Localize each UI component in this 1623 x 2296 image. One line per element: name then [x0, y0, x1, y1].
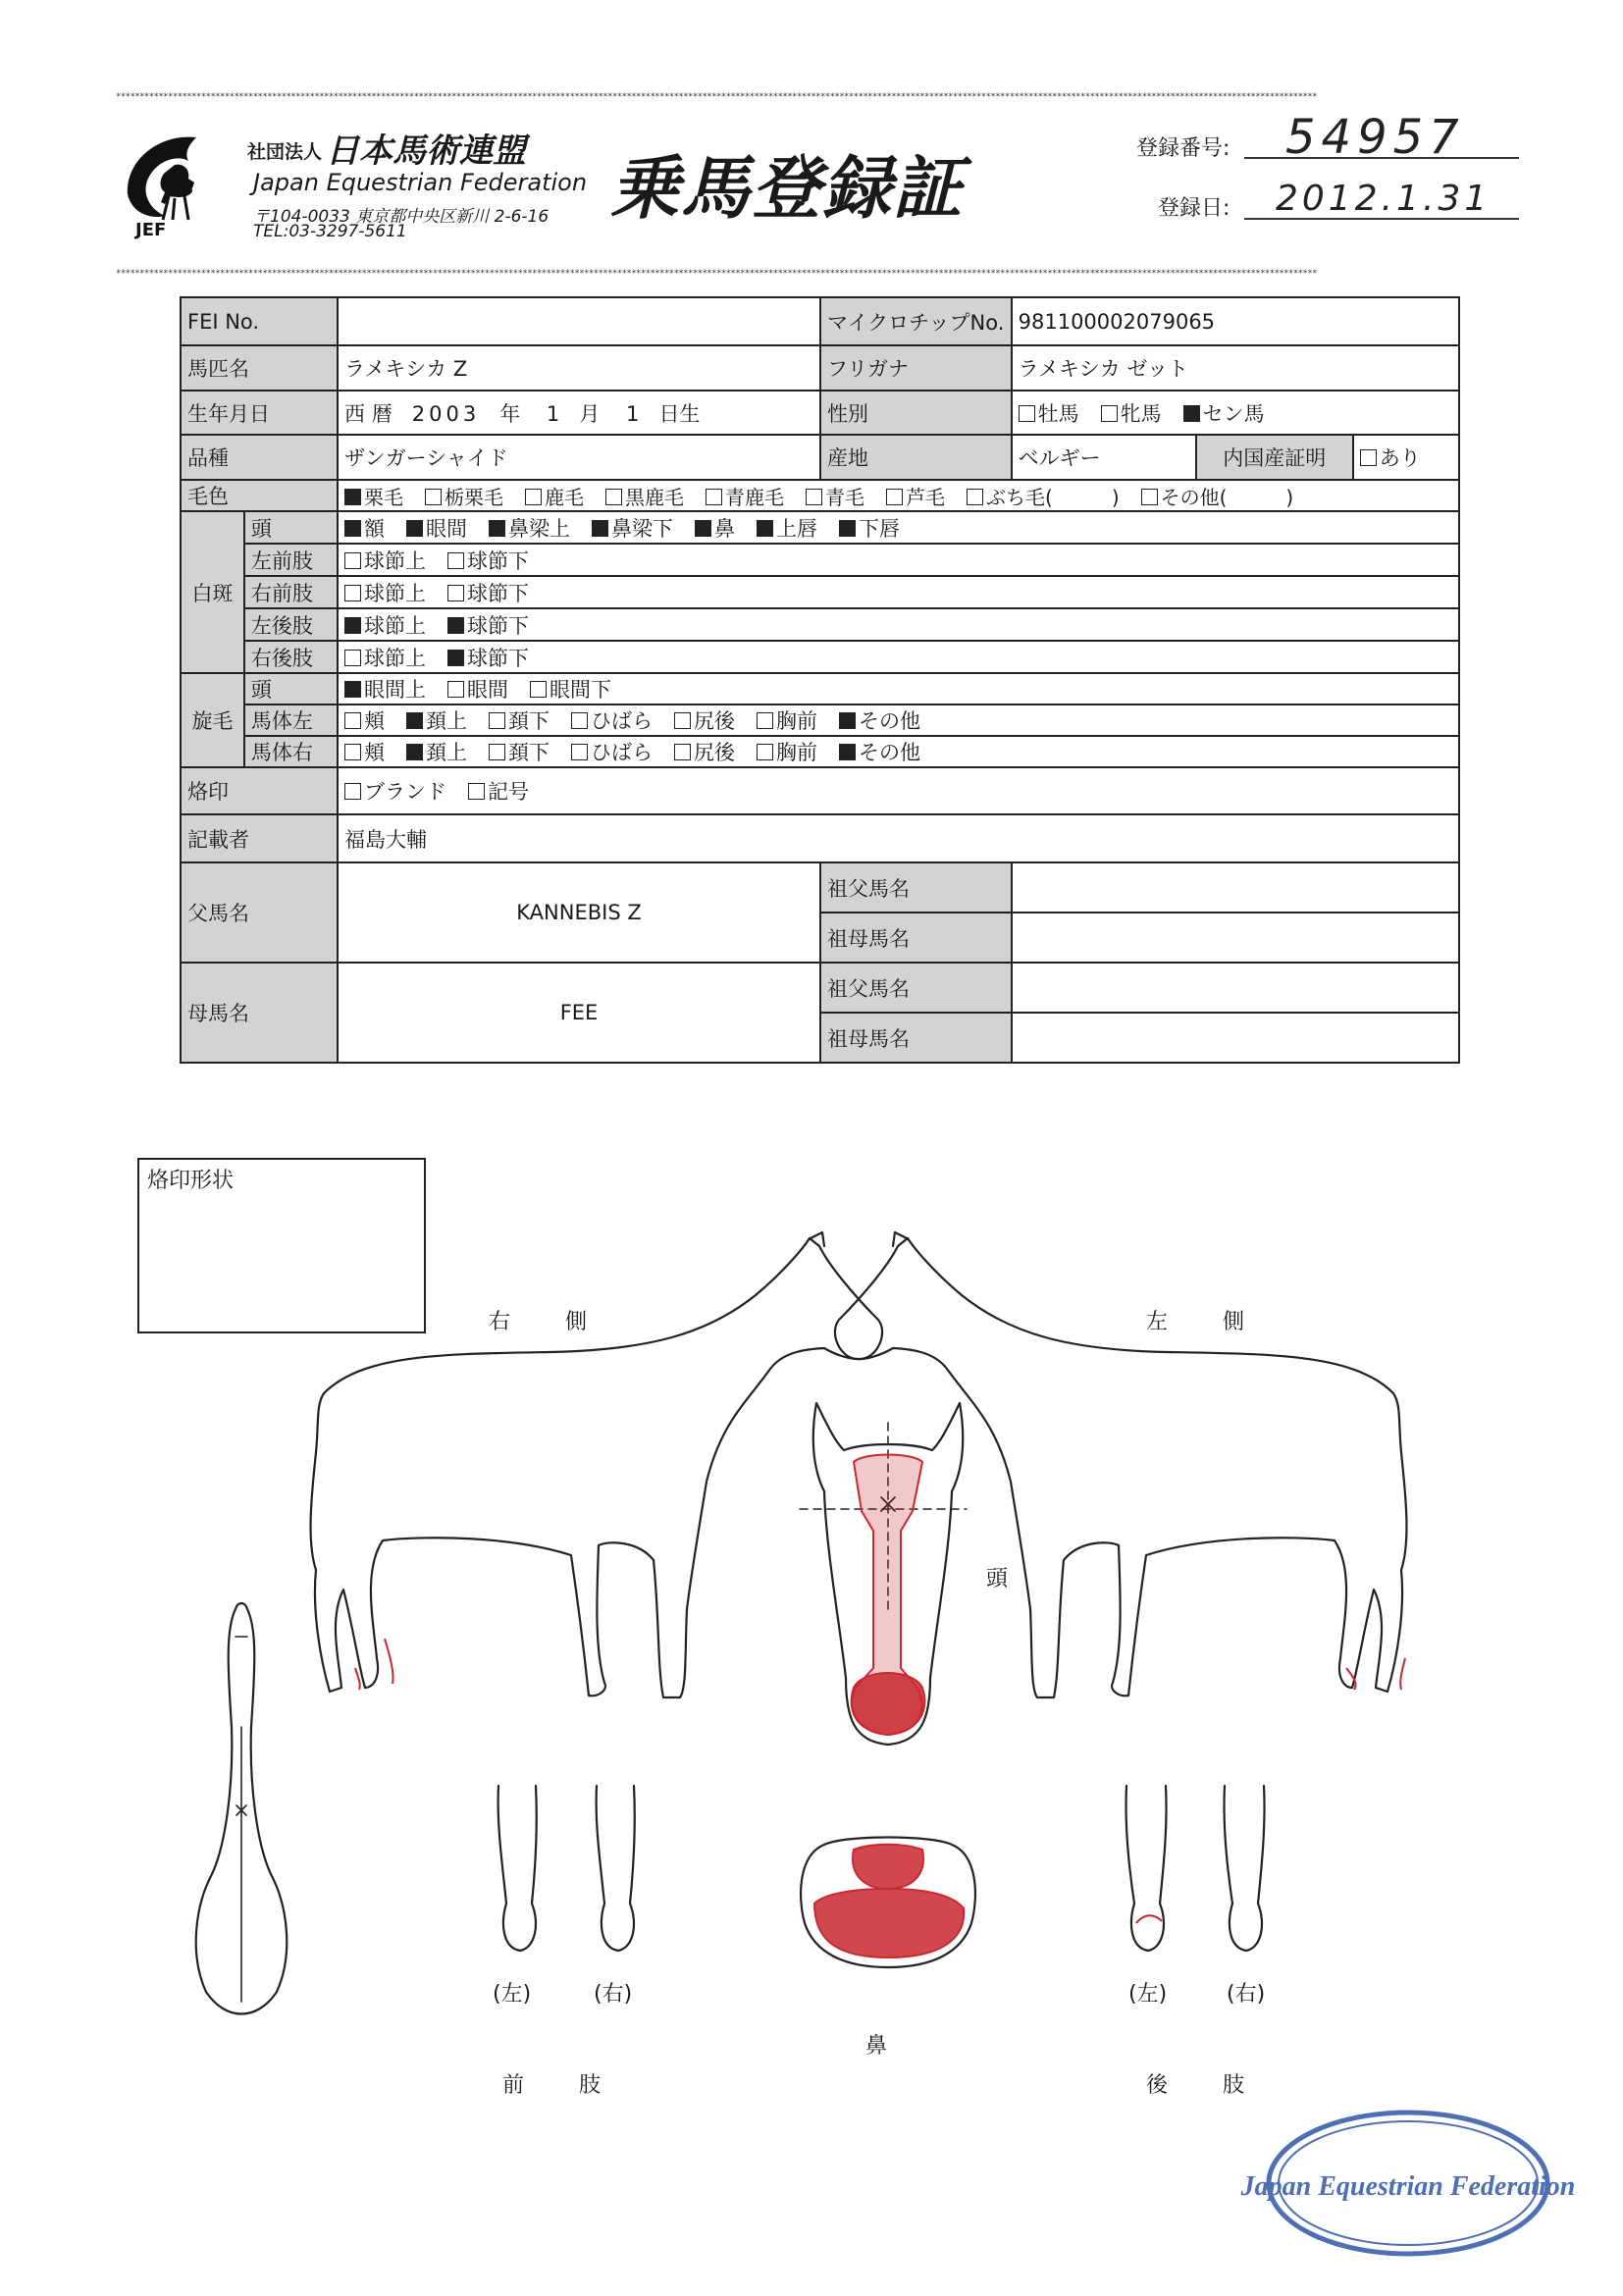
reg-no-label: 登録番号: — [1136, 136, 1230, 161]
coat-options-item-1 — [425, 486, 503, 509]
brand-shape-label: 烙印形状 — [147, 1169, 235, 1193]
whorl-options-1-item-5 — [757, 709, 817, 733]
whorl-options-2-item-2 — [489, 741, 550, 764]
whorl-options-2-label-6: その他 — [859, 741, 921, 764]
whorl-options-0-item-2 — [530, 678, 611, 702]
coat-options-item-4 — [706, 486, 784, 509]
whorl-options-1-label-2: 頚下 — [508, 709, 550, 733]
white-options-1 — [338, 544, 1459, 576]
fore-left-leg — [498, 1786, 537, 1951]
left-side-horse — [835, 1238, 1407, 1697]
whorl-options-1-label-0: 頬 — [364, 709, 386, 733]
sex-options-item-1 — [1101, 402, 1162, 426]
white-options-0-label-3: 鼻梁下 — [611, 516, 674, 541]
checkbox-icon — [344, 617, 361, 634]
dam-value: FEE — [338, 963, 820, 1063]
whorl-part-0: 頭 — [244, 673, 338, 704]
whorl-options-1-label-1: 頚上 — [426, 709, 468, 733]
reg-date-underline — [1244, 218, 1519, 220]
whorl-options-2-label-2: 頚下 — [508, 741, 550, 764]
checkbox-icon — [967, 489, 983, 505]
birth-day: 1 — [626, 401, 640, 426]
reg-no-value: 54957 — [1285, 110, 1465, 165]
checkbox-icon — [571, 712, 588, 729]
sire-grandsire-label: 祖父馬名 — [820, 862, 1012, 913]
birth-day-unit: 日生 — [658, 401, 701, 426]
birth-label: 生年月日 — [181, 391, 338, 435]
checkbox-icon — [525, 489, 542, 505]
birth-year: 2003 — [411, 401, 481, 426]
coat-options-label-3: 黒鹿毛 — [625, 485, 685, 509]
writer-label: 記載者 — [181, 814, 338, 862]
fei-no-value — [338, 297, 820, 345]
white-options-2-item-1 — [447, 582, 529, 605]
coat-options-label-4: 青鹿毛 — [725, 485, 785, 509]
fore-limb-label: 前 肢 — [502, 2073, 605, 2098]
sex-options-item-0 — [1019, 402, 1079, 426]
coat-options-label-2: 鹿毛 — [545, 485, 585, 509]
whorl-options-1 — [338, 704, 1459, 736]
horse-name-value: ラメキシカ Z — [338, 345, 820, 391]
jef-logo — [120, 126, 228, 241]
org-address: 〒104-0033 東京都中央区新川 2-6-16 — [253, 207, 550, 227]
white-options-0-label-1: 眼間 — [426, 516, 468, 541]
whorl-options-1-item-4 — [674, 709, 735, 733]
white-options-1-item-1 — [447, 549, 529, 573]
fore-right-label: (右) — [594, 1982, 633, 2007]
checkbox-icon — [1019, 405, 1035, 422]
checkbox-icon — [674, 744, 691, 760]
hind-left-label: (左) — [1128, 1982, 1168, 2007]
whorl-options-1-item-0 — [344, 709, 385, 733]
whorl-options-2-label-0: 頬 — [364, 741, 386, 764]
org-name-en: Japan Equestrian Federation — [253, 169, 588, 196]
sire-granddam-value — [1012, 913, 1459, 963]
checkbox-icon — [344, 783, 361, 800]
fore-right-leg — [597, 1786, 635, 1951]
sex-options-label-2: セン馬 — [1202, 401, 1265, 426]
whorl-options-2-item-0 — [344, 741, 385, 764]
hind-right-label: (右) — [1227, 1982, 1266, 2007]
whorl-options-1-item-3 — [571, 709, 653, 733]
white-options-1-label-0: 球節上 — [364, 548, 427, 573]
nose-view — [801, 1838, 975, 1968]
whorl-part-2: 馬体右 — [244, 736, 338, 767]
checkbox-icon — [1141, 489, 1158, 505]
whorl-options-1-item-1 — [406, 709, 467, 733]
coat-options-item-3 — [605, 486, 684, 509]
brand-options-label-0: ブランド — [364, 780, 447, 804]
checkbox-icon — [447, 650, 464, 666]
hind-limb-label: 後 肢 — [1146, 2073, 1249, 2098]
breed-value: ザンガーシャイド — [338, 435, 820, 480]
white-options-3-label-1: 球節下 — [467, 613, 530, 638]
sex-label: 性別 — [820, 391, 1012, 435]
origin-value: ベルギー — [1012, 435, 1196, 480]
coat-options-label-0: 栗毛 — [364, 485, 404, 509]
white-options-0-label-5: 上唇 — [776, 516, 818, 541]
white-part-0: 頭 — [244, 511, 338, 544]
horse-name-label: 馬匹名 — [181, 345, 338, 391]
checkbox-icon — [706, 489, 722, 505]
coat-options-item-0 — [344, 486, 403, 509]
furigana-label: フリガナ — [820, 345, 1012, 391]
head-label: 頭 — [986, 1567, 1009, 1592]
head-blaze-marking — [852, 1455, 922, 1736]
checkbox-icon — [592, 520, 608, 537]
dam-granddam-value — [1012, 1013, 1459, 1063]
checkbox-icon — [468, 783, 485, 800]
checkbox-icon — [406, 744, 423, 760]
leg-white-marking-left-horse — [1346, 1658, 1405, 1690]
white-options-4-item-0 — [344, 647, 426, 670]
white-options-0-item-0 — [344, 517, 385, 541]
reg-date-label: 登録日: — [1158, 196, 1230, 221]
whorl-options-2-label-1: 頚上 — [426, 741, 468, 764]
reg-no-underline — [1244, 157, 1519, 159]
checkbox-icon — [406, 520, 423, 537]
checkbox-icon — [489, 712, 505, 729]
checkbox-icon — [447, 681, 464, 698]
domestic-option: あり — [1353, 435, 1459, 480]
hind-left-fetlock-marking — [1136, 1915, 1162, 1923]
coat-options-label-5: 青毛 — [825, 485, 865, 509]
checkbox-icon — [757, 520, 773, 537]
whorl-options-2-label-5: 胸前 — [776, 741, 818, 764]
checkbox-icon — [1183, 405, 1200, 422]
white-options-0-item-6 — [839, 517, 900, 541]
checkbox-icon — [839, 520, 856, 537]
whorl-options-0-item-1 — [447, 678, 508, 702]
checkbox-icon — [447, 552, 464, 569]
white-options-0-label-4: 鼻 — [714, 516, 736, 541]
jef-stamp — [1240, 2105, 1576, 2262]
birth-month: 1 — [546, 401, 560, 426]
whorl-label: 旋毛 — [181, 673, 244, 767]
white-options-0-item-2 — [489, 517, 570, 541]
coat-options-label-8: その他( ) — [1160, 485, 1294, 509]
whorl-options-2-item-4 — [674, 741, 735, 764]
coat-options-label-6: 芦毛 — [906, 485, 946, 509]
hind-right-leg — [1224, 1786, 1264, 1951]
sex-options-label-0: 牡馬 — [1037, 401, 1079, 426]
sex-options — [1012, 391, 1459, 435]
white-options-3 — [338, 608, 1459, 641]
sire-grandsire-value — [1012, 862, 1459, 913]
checkbox-icon — [757, 712, 773, 729]
checkbox-icon — [695, 520, 711, 537]
org-name-jp: 日本馬術連盟 — [326, 131, 526, 171]
dam-label: 母馬名 — [181, 963, 338, 1063]
white-options-2-label-1: 球節下 — [467, 581, 530, 605]
white-options-1-item-0 — [344, 549, 426, 573]
brand-options-label-1: 記号 — [488, 780, 530, 804]
checkbox-icon — [447, 617, 464, 634]
white-options-4 — [338, 641, 1459, 673]
white-part-4: 右後肢 — [244, 641, 338, 673]
brand-options — [338, 767, 1459, 814]
microchip-label: マイクロチップNo. — [820, 297, 1012, 345]
checkbox-icon — [839, 744, 856, 760]
white-options-3-label-0: 球節上 — [364, 613, 427, 638]
white-options-1-label-1: 球節下 — [467, 548, 530, 573]
dam-grandsire-label: 祖父馬名 — [820, 963, 1012, 1013]
checkbox-icon — [489, 744, 505, 760]
coat-options-item-8 — [1141, 486, 1294, 509]
checkbox-icon — [406, 712, 423, 729]
white-part-1: 左前肢 — [244, 544, 338, 576]
whorl-options-2-label-4: 尻後 — [694, 741, 736, 764]
white-options-0-item-4 — [695, 517, 735, 541]
hind-left-leg — [1126, 1786, 1166, 1951]
checkbox-icon — [1101, 405, 1118, 422]
coat-options — [338, 480, 1459, 511]
whorl-options-0-label-1: 眼間 — [467, 678, 509, 702]
white-options-2-item-0 — [344, 582, 426, 605]
checkbox-icon — [674, 712, 691, 729]
white-options-3-item-0 — [344, 614, 426, 638]
checkbox-icon — [571, 744, 588, 760]
brand-options-item-1 — [468, 780, 529, 804]
checkbox-icon — [489, 520, 505, 537]
whorl-options-1-label-5: 胸前 — [776, 709, 818, 733]
white-options-0-item-3 — [592, 517, 673, 541]
checkbox-icon — [605, 489, 622, 505]
checkbox-icon — [344, 552, 361, 569]
org-tel: TEL:03-3297-5611 — [253, 222, 407, 241]
checkbox-icon — [425, 489, 442, 505]
fei-no-label: FEI No. — [181, 297, 338, 345]
whorl-options-0 — [338, 673, 1459, 704]
checkbox-icon — [447, 585, 464, 601]
checkbox-icon — [344, 744, 361, 760]
birth-era: 西 暦 — [344, 401, 393, 426]
coat-label: 毛色 — [181, 480, 338, 511]
whorl-options-0-label-0: 眼間上 — [364, 678, 427, 702]
sex-options-item-2 — [1183, 402, 1265, 426]
white-options-2 — [338, 576, 1459, 608]
birth-date — [338, 391, 820, 435]
coat-options-label-1: 栃栗毛 — [445, 485, 504, 509]
leg-white-marking-right-horse — [385, 1639, 393, 1684]
white-options-0-label-2: 鼻梁上 — [508, 516, 571, 541]
white-options-3-item-1 — [447, 614, 529, 638]
checkbox-icon — [806, 489, 822, 505]
checkbox-icon — [839, 712, 856, 729]
org-prefix: 社団法人 — [247, 141, 323, 163]
svg-text:Japan Equestrian Federation: Japan Equestrian Federation — [1240, 2171, 1576, 2202]
dam-granddam-label: 祖母馬名 — [820, 1013, 1012, 1063]
whorl-options-2-item-3 — [571, 741, 653, 764]
checkbox-icon — [886, 489, 903, 505]
white-options-4-label-0: 球節上 — [364, 646, 427, 670]
whorl-options-1-item-2 — [489, 709, 550, 733]
whorl-options-1-label-4: 尻後 — [694, 709, 736, 733]
coat-options-item-2 — [525, 486, 584, 509]
reg-date-value: 2012.1.31 — [1276, 179, 1492, 219]
whorl-options-1-label-3: ひばら — [591, 709, 654, 733]
whorl-options-2 — [338, 736, 1459, 767]
checkbox-icon — [344, 489, 361, 505]
document-title: 乗馬登録証 — [610, 148, 964, 229]
checkbox-icon — [530, 681, 547, 698]
checkbox-icon — [344, 585, 361, 601]
nose-marking — [814, 1889, 964, 1957]
white-options-2-label-0: 球節上 — [364, 581, 427, 605]
white-options-0-item-5 — [757, 517, 817, 541]
checkbox-icon — [344, 520, 361, 537]
whorl-options-2-item-5 — [757, 741, 817, 764]
sire-label: 父馬名 — [181, 862, 338, 963]
brand-label: 烙印 — [181, 767, 338, 814]
sex-options-label-1: 牝馬 — [1120, 401, 1162, 426]
whorl-options-2-item-6 — [839, 741, 920, 764]
left-side-label: 左 側 — [1146, 1310, 1249, 1334]
top-view-horse — [196, 1603, 288, 2014]
birth-year-unit: 年 — [499, 401, 521, 426]
white-options-0-label-6: 下唇 — [859, 516, 901, 541]
dam-grandsire-value — [1012, 963, 1459, 1013]
white-options-0 — [338, 511, 1459, 544]
top-star-border: ************************************************************************************************************************************************************************************************************************************************************** — [116, 92, 1317, 102]
microchip-value: 981100002079065 — [1012, 297, 1459, 345]
whorl-options-1-label-6: その他 — [859, 709, 921, 733]
whorl-part-1: 馬体左 — [244, 704, 338, 736]
right-side-label: 右 側 — [489, 1310, 592, 1334]
breed-label: 品種 — [181, 435, 338, 480]
sire-granddam-label: 祖母馬名 — [820, 913, 1012, 963]
head-front-view — [813, 1403, 964, 1745]
sire-value: KANNEBIS Z — [338, 862, 820, 963]
brand-options-item-0 — [344, 780, 446, 804]
furigana-value: ラメキシカ ゼット — [1012, 345, 1459, 391]
whorl-options-0-item-0 — [344, 678, 426, 702]
nose-label: 鼻 — [865, 2034, 888, 2059]
whorl-options-0-label-2: 眼間下 — [550, 678, 612, 702]
whorl-options-2-item-1 — [406, 741, 467, 764]
coat-options-label-7: ぶち毛( ) — [986, 485, 1120, 509]
bottom-star-border: ************************************************************************************************************************************************************************************************************************************************************** — [116, 269, 1317, 279]
checkbox-icon — [344, 681, 361, 698]
white-options-0-label-0: 額 — [364, 516, 386, 541]
white-options-4-item-1 — [447, 647, 529, 670]
domestic-label: 内国産証明 — [1196, 435, 1353, 480]
white-options-4-label-1: 球節下 — [467, 646, 530, 670]
writer-value: 福島大輔 — [338, 814, 1459, 862]
fore-left-label: (左) — [493, 1982, 532, 2007]
origin-label: 産地 — [820, 435, 1012, 480]
coat-options-item-7 — [967, 486, 1120, 509]
coat-options-item-6 — [886, 486, 945, 509]
birth-month-unit: 月 — [579, 401, 601, 426]
white-options-0-item-1 — [406, 517, 467, 541]
white-label: 白斑 — [181, 511, 244, 673]
whorl-options-1-item-6 — [839, 709, 920, 733]
svg-text:JEF: JEF — [135, 220, 167, 240]
white-part-2: 右前肢 — [244, 576, 338, 608]
registration-table — [180, 296, 1460, 1064]
coat-options-item-5 — [806, 486, 864, 509]
whorl-options-2-label-3: ひばら — [591, 741, 654, 764]
checkbox-icon — [344, 650, 361, 666]
checkbox-icon — [757, 744, 773, 760]
white-part-3: 左後肢 — [244, 608, 338, 641]
checkbox-icon — [344, 712, 361, 729]
